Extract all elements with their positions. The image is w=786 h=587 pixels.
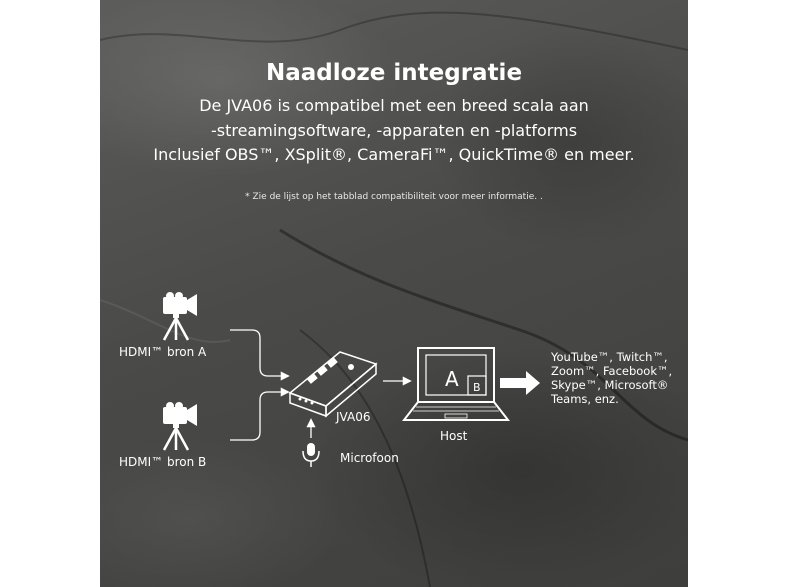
footnote: * Zie de lijst op het tabblad compatibiliteit voor meer informatie. . (245, 192, 543, 202)
host-label: Host (440, 429, 468, 443)
source-a-label: HDMI™ bron A (119, 345, 207, 359)
subtitle-line-1: De JVA06 is compatibel met een breed scala aan (199, 96, 589, 115)
jva06-device-icon (290, 352, 376, 416)
arrow-host-to-services (500, 371, 540, 395)
heading: Naadloze integratie (265, 60, 523, 86)
microphone-icon (303, 443, 319, 467)
arrow-source-a (230, 330, 288, 376)
services-line-4: Teams, enz. (551, 392, 619, 406)
screen-label-b: B (473, 381, 481, 394)
camera-b-icon (163, 402, 197, 450)
services-line-2: Zoom™, Facebook™, (551, 364, 673, 378)
services-line-1: YouTube™, Twitch™, (551, 350, 668, 364)
screen-label-a: A (445, 367, 459, 391)
integration-diagram (100, 0, 688, 587)
camera-a-icon (163, 292, 197, 340)
microphone-label: Microfoon (340, 451, 399, 465)
source-b-label: HDMI™ bron B (119, 455, 207, 469)
stone-background-panel (100, 0, 688, 587)
subtitle-line-2: -streamingsoftware, -apparaten en -platforms (210, 121, 578, 140)
arrow-source-b (230, 392, 288, 440)
services-list (551, 350, 672, 406)
subtitle-line-3: Inclusief OBS™, XSplit®, CameraFi™, QuickTime® en meer. (153, 145, 635, 164)
services-line-3: Skype™, Microsoft® (551, 378, 669, 392)
device-label: JVA06 (336, 410, 371, 424)
